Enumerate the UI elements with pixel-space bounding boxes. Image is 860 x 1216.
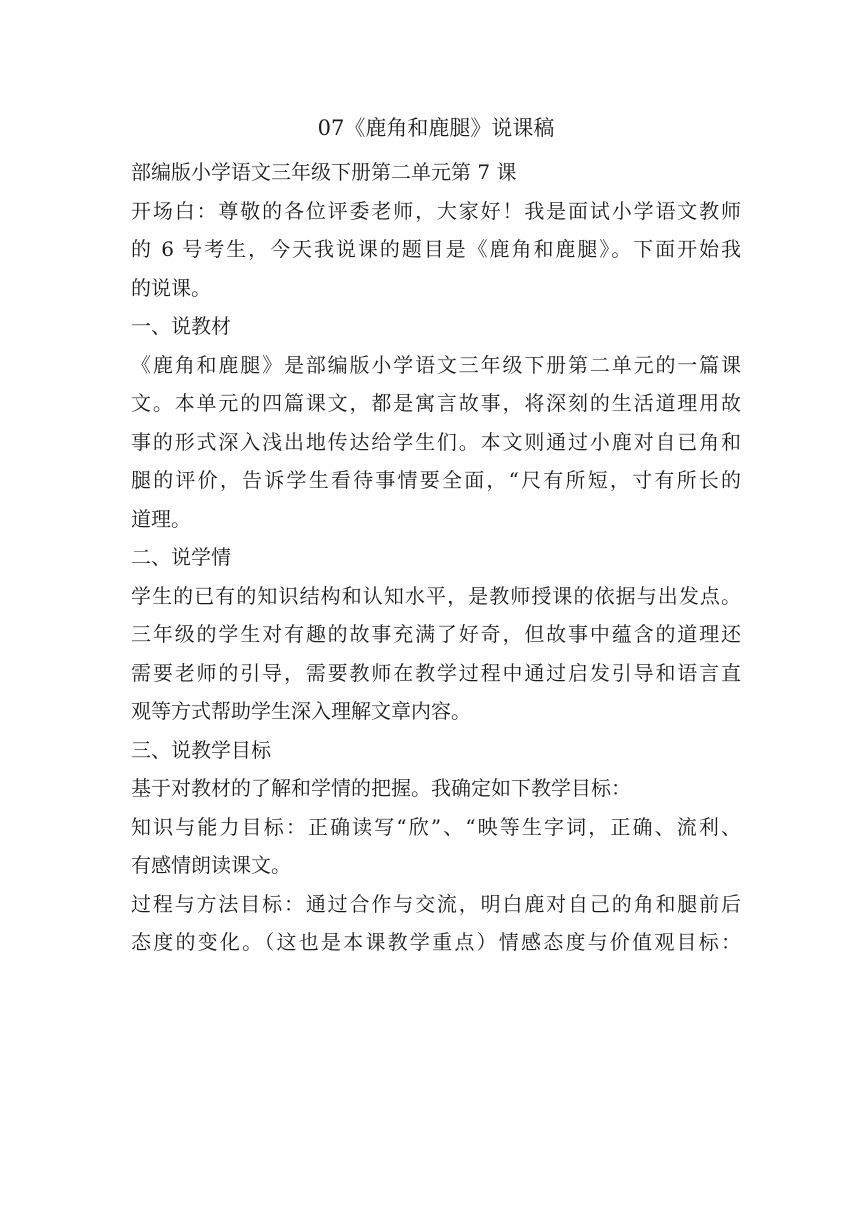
opening-paragraph <box>131 192 741 308</box>
paragraph-line: 文。本单元的四篇课文，都是寓言故事，将深刻的生活道理用故 <box>131 391 741 415</box>
paragraph-line: 的说课。 <box>131 275 211 300</box>
section-heading-textbook: 一、说教材 <box>131 314 231 338</box>
process-goal-paragraph <box>131 885 741 962</box>
paragraph-line: 有感情朗读课文。 <box>131 853 291 877</box>
knowledge-goal-paragraph <box>131 808 741 885</box>
paragraph-line: 事的形式深入浅出地传达给学生们。本文则通过小鹿对自已角和 <box>131 429 741 454</box>
paragraph-line: 的 6 号考生，今天我说课的题目是《鹿角和鹿腿》。下面开始我 <box>131 237 741 261</box>
paragraph-line: 《鹿角和鹿腿》是部编版小学语文三年级下册第二单元的一篇课 <box>131 352 741 377</box>
goals-intro: 基于对教材的了解和学情的把握。我确定如下教学目标： <box>131 776 631 800</box>
paragraph-line: 道理。 <box>131 506 191 531</box>
paragraph-line: 需要老师的引导，需要教师在教学过程中通过启发引导和语言直 <box>131 660 741 685</box>
paragraph-line: 态度的变化。（这也是本课教学重点）情感态度与价值观目标： <box>131 930 741 954</box>
paragraph-line: 知识与能力目标：正确读写“欣”、“映等生字词，正确、流利、 <box>131 814 741 839</box>
document-title: 07《鹿角和鹿腿》说课稿 <box>317 116 555 140</box>
section-heading-students: 二、说学情 <box>131 545 231 569</box>
paragraph-line: 过程与方法目标：通过合作与交流，明白鹿对自己的角和腿前后 <box>131 891 741 916</box>
section-heading-goals: 三、说教学目标 <box>131 737 271 762</box>
paragraph-line: 学生的已有的知识结构和认知水平，是教师授课的依据与出发点。 <box>131 583 741 608</box>
students-paragraph <box>131 577 741 731</box>
document-page <box>131 108 741 962</box>
paragraph-line: 观等方式帮助学生深入理解文章内容。 <box>131 699 471 723</box>
document-subtitle: 部编版小学语文三年级下册第二单元第 7 课 <box>131 160 517 184</box>
paragraph-line: 三年级的学生对有趣的故事充满了好奇，但故事中蕴含的道理还 <box>131 622 741 646</box>
textbook-paragraph <box>131 346 741 539</box>
paragraph-line: 开场白：尊敬的各位评委老师，大家好！我是面试小学语文教师 <box>131 198 741 223</box>
paragraph-line: 腿的评价，告诉学生看待事情要全面，“尺有所短，寸有所长的 <box>131 468 741 492</box>
